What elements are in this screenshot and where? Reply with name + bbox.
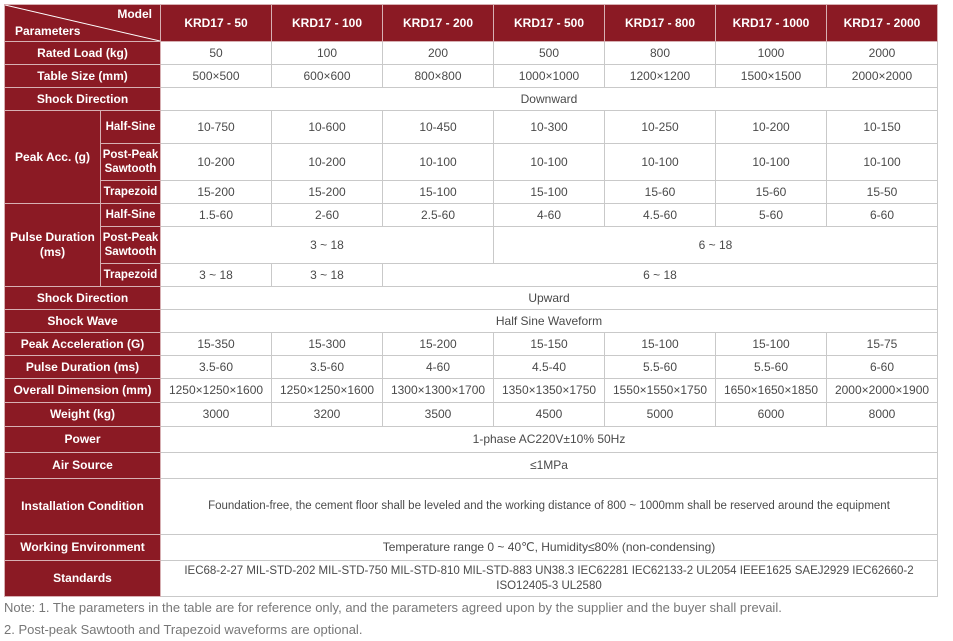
table-cell: 1250×1250×1600 bbox=[272, 379, 383, 403]
table-cell: 800×800 bbox=[383, 65, 494, 88]
table-cell: 6-60 bbox=[827, 356, 938, 379]
table-cell: 10-100 bbox=[383, 144, 494, 181]
table-cell: 6000 bbox=[716, 403, 827, 427]
table-cell: 6-60 bbox=[827, 204, 938, 227]
table-cell: 100 bbox=[272, 42, 383, 65]
table-cell: 2000×2000 bbox=[827, 65, 938, 88]
model-header: KRD17 - 800 bbox=[605, 5, 716, 42]
table-row bbox=[5, 427, 938, 453]
row-group-label: Peak Acc. (g) bbox=[5, 111, 101, 204]
table-cell: 15-100 bbox=[605, 333, 716, 356]
table-cell: 4.5-40 bbox=[494, 356, 605, 379]
table-cell: 3.5-60 bbox=[272, 356, 383, 379]
table-cell: 15-150 bbox=[494, 333, 605, 356]
note-1: Note: 1. The parameters in the table are for reference only, and the parameters agreed upon by the supplier and the buyer shall prevail. bbox=[4, 600, 782, 615]
table-cell: 1250×1250×1600 bbox=[161, 379, 272, 403]
table-cell: 10-200 bbox=[716, 111, 827, 144]
table-cell: 10-100 bbox=[716, 144, 827, 181]
table-cell: 1350×1350×1750 bbox=[494, 379, 605, 403]
table-row bbox=[5, 287, 938, 310]
table-row bbox=[5, 356, 938, 379]
table-cell: 5-60 bbox=[716, 204, 827, 227]
table-cell: 15-200 bbox=[161, 181, 272, 204]
sub-label: Half-Sine bbox=[101, 111, 161, 144]
row-label: Standards bbox=[5, 561, 161, 597]
model-header: KRD17 - 1000 bbox=[716, 5, 827, 42]
table-cell: 6 ~ 18 bbox=[494, 227, 938, 264]
table-cell: 800 bbox=[605, 42, 716, 65]
table-cell: 500 bbox=[494, 42, 605, 65]
row-label: Working Environment bbox=[5, 535, 161, 561]
table-cell: 1200×1200 bbox=[605, 65, 716, 88]
table-row bbox=[5, 42, 938, 65]
table-cell: Temperature range 0 ~ 40℃, Humidity≤80% (non-condensing) bbox=[161, 535, 938, 561]
table-cell: 1300×1300×1700 bbox=[383, 379, 494, 403]
table-cell: 15-100 bbox=[716, 333, 827, 356]
model-label: Model bbox=[117, 7, 152, 21]
table-cell: ≤1MPa bbox=[161, 453, 938, 479]
table-row bbox=[5, 227, 938, 264]
parameters-label: Parameters bbox=[15, 24, 81, 38]
row-group-label: Pulse Duration (ms) bbox=[5, 204, 101, 287]
table-cell: 3 ~ 18 bbox=[161, 264, 272, 287]
sub-label: Post-Peak Sawtooth bbox=[101, 227, 161, 264]
table-cell: 3500 bbox=[383, 403, 494, 427]
spec-table bbox=[4, 4, 938, 597]
table-cell: 10-200 bbox=[161, 144, 272, 181]
table-cell: 10-450 bbox=[383, 111, 494, 144]
table-cell: 15-100 bbox=[383, 181, 494, 204]
row-label: Weight (kg) bbox=[5, 403, 161, 427]
table-row bbox=[5, 88, 938, 111]
sub-label: Post-Peak Sawtooth bbox=[101, 144, 161, 181]
table-row bbox=[5, 144, 938, 181]
table-cell: 10-250 bbox=[605, 111, 716, 144]
table-cell: 15-300 bbox=[272, 333, 383, 356]
row-label: Rated Load (kg) bbox=[5, 42, 161, 65]
sub-label: Half-Sine bbox=[101, 204, 161, 227]
table-cell: 4-60 bbox=[494, 204, 605, 227]
table-cell: 10-300 bbox=[494, 111, 605, 144]
table-cell: 4.5-60 bbox=[605, 204, 716, 227]
table-cell: 10-100 bbox=[494, 144, 605, 181]
table-row bbox=[5, 65, 938, 88]
table-cell: 2-60 bbox=[272, 204, 383, 227]
sub-label: Trapezoid bbox=[101, 181, 161, 204]
table-cell: 1650×1650×1850 bbox=[716, 379, 827, 403]
model-header: KRD17 - 100 bbox=[272, 5, 383, 42]
row-label: Table Size (mm) bbox=[5, 65, 161, 88]
table-cell: Foundation-free, the cement floor shall be leveled and the working distance of 800 ~ 1000mm shall be reserved around the equipment bbox=[161, 479, 938, 535]
table-cell: Half Sine Waveform bbox=[161, 310, 938, 333]
table-cell: 1500×1500 bbox=[716, 65, 827, 88]
table-cell: 15-200 bbox=[383, 333, 494, 356]
row-label: Shock Direction bbox=[5, 287, 161, 310]
table-cell: 3 ~ 18 bbox=[272, 264, 383, 287]
row-label: Overall Dimension (mm) bbox=[5, 379, 161, 403]
table-cell: 15-50 bbox=[827, 181, 938, 204]
table-cell: 5.5-60 bbox=[605, 356, 716, 379]
model-header: KRD17 - 200 bbox=[383, 5, 494, 42]
table-cell: 15-75 bbox=[827, 333, 938, 356]
table-row bbox=[5, 204, 938, 227]
sub-label: Trapezoid bbox=[101, 264, 161, 287]
table-cell: 10-150 bbox=[827, 111, 938, 144]
table-cell: 1000×1000 bbox=[494, 65, 605, 88]
model-header: KRD17 - 2000 bbox=[827, 5, 938, 42]
table-row bbox=[5, 181, 938, 204]
table-row bbox=[5, 379, 938, 403]
table-cell: 15-60 bbox=[716, 181, 827, 204]
row-label: Shock Direction bbox=[5, 88, 161, 111]
table-row bbox=[5, 453, 938, 479]
table-row bbox=[5, 264, 938, 287]
table-row bbox=[5, 561, 938, 597]
table-cell: 10-600 bbox=[272, 111, 383, 144]
table-cell: 8000 bbox=[827, 403, 938, 427]
table-cell: 15-100 bbox=[494, 181, 605, 204]
table-cell: 10-100 bbox=[827, 144, 938, 181]
model-header: KRD17 - 500 bbox=[494, 5, 605, 42]
table-cell: Upward bbox=[161, 287, 938, 310]
notes bbox=[4, 597, 782, 641]
table-cell: 600×600 bbox=[272, 65, 383, 88]
table-cell: 4500 bbox=[494, 403, 605, 427]
table-cell: 1550×1550×1750 bbox=[605, 379, 716, 403]
table-cell: 1-phase AC220V±10% 50Hz bbox=[161, 427, 938, 453]
table-cell: 10-100 bbox=[605, 144, 716, 181]
table-cell: 50 bbox=[161, 42, 272, 65]
table-cell: 500×500 bbox=[161, 65, 272, 88]
table-cell: 10-200 bbox=[272, 144, 383, 181]
table-cell: 1.5-60 bbox=[161, 204, 272, 227]
table-cell: Downward bbox=[161, 88, 938, 111]
row-label: Power bbox=[5, 427, 161, 453]
table-row bbox=[5, 333, 938, 356]
table-row bbox=[5, 535, 938, 561]
table-cell: 200 bbox=[383, 42, 494, 65]
table-cell: 10-750 bbox=[161, 111, 272, 144]
row-label: Air Source bbox=[5, 453, 161, 479]
table-row bbox=[5, 111, 938, 144]
table-cell: 2000×2000×1900 bbox=[827, 379, 938, 403]
table-cell: 3.5-60 bbox=[161, 356, 272, 379]
table-row bbox=[5, 310, 938, 333]
table-cell: 15-350 bbox=[161, 333, 272, 356]
header-row bbox=[5, 5, 938, 42]
table-cell: 3 ~ 18 bbox=[161, 227, 494, 264]
table-cell: 5000 bbox=[605, 403, 716, 427]
table-cell: 4-60 bbox=[383, 356, 494, 379]
table-cell: 1000 bbox=[716, 42, 827, 65]
table-cell: 3200 bbox=[272, 403, 383, 427]
table-cell: 3000 bbox=[161, 403, 272, 427]
model-header: KRD17 - 50 bbox=[161, 5, 272, 42]
row-label: Peak Acceleration (G) bbox=[5, 333, 161, 356]
note-2: 2. Post-peak Sawtooth and Trapezoid waveforms are optional. bbox=[4, 622, 363, 637]
table-row bbox=[5, 403, 938, 427]
row-label: Shock Wave bbox=[5, 310, 161, 333]
table-cell: 2.5-60 bbox=[383, 204, 494, 227]
table-row bbox=[5, 479, 938, 535]
table-cell: 15-200 bbox=[272, 181, 383, 204]
row-label: Pulse Duration (ms) bbox=[5, 356, 161, 379]
table-cell: 15-60 bbox=[605, 181, 716, 204]
standards-cell: IEC68-2-27 MIL-STD-202 MIL-STD-750 MIL-STD-810 MIL-STD-883 UN38.3 IEC62281 IEC62133-2 UL2054 IEEE1625 SAEJ2929 IEC62660-2 ISO12405-3 UL2580 bbox=[161, 561, 938, 597]
table-cell: 6 ~ 18 bbox=[383, 264, 938, 287]
row-label: Installation Condition bbox=[5, 479, 161, 535]
table-cell: 2000 bbox=[827, 42, 938, 65]
table-cell: 5.5-60 bbox=[716, 356, 827, 379]
corner-header bbox=[5, 5, 161, 42]
